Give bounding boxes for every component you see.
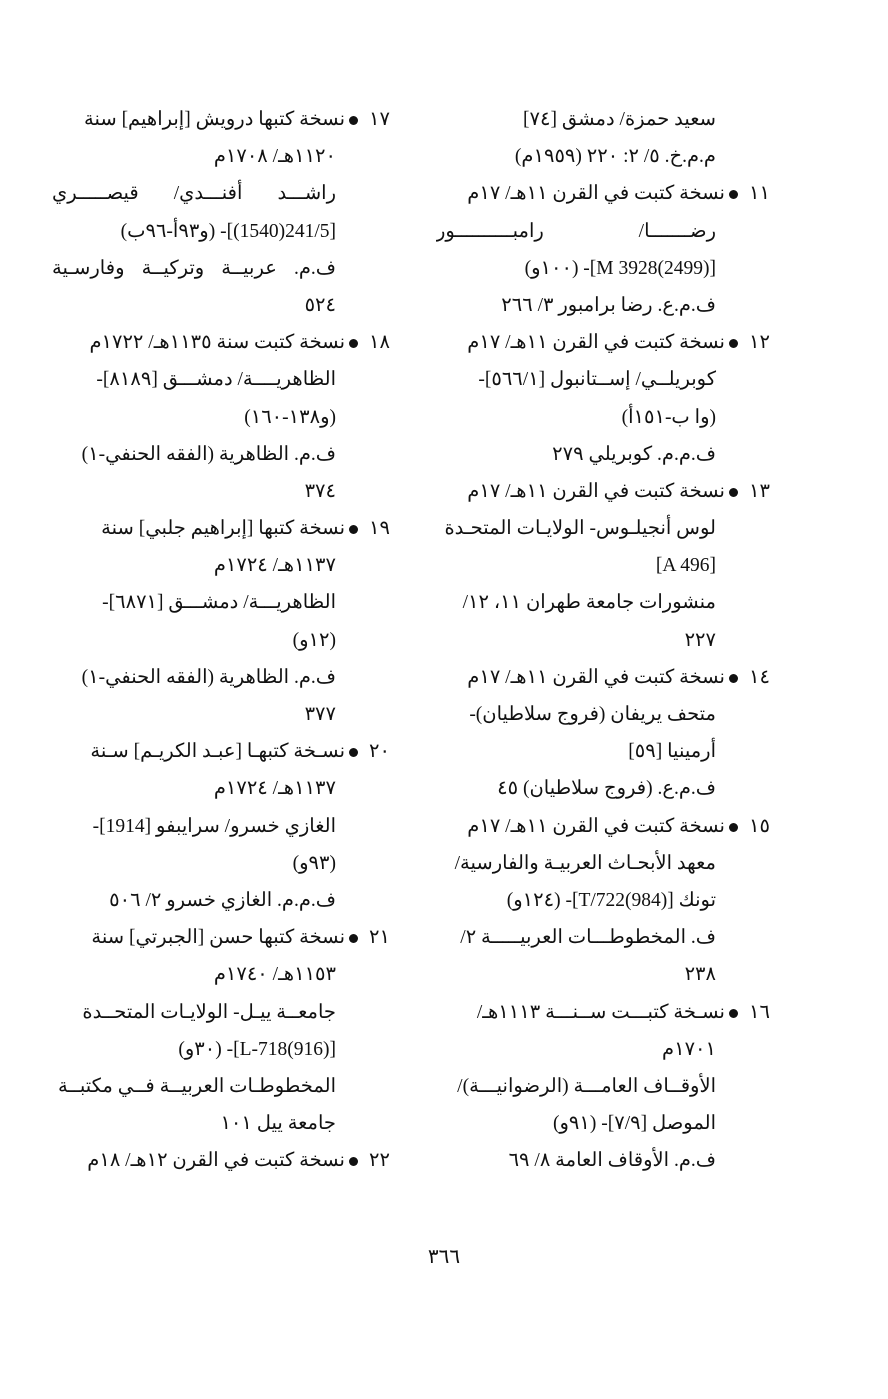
entry-detail-line: لوس أنجيلـوس- الولايـات المتحـدة [444,518,716,540]
entry-number: ١٩ [369,518,390,540]
entry-detail-line: ١١٣٧هـ/ ١٧٢٤م [213,555,336,577]
entry-detail-line: [L-718(916)]- (٣٠و) [178,1038,336,1060]
entry-heading-text: نسخة كتبت في القرن ١٢هـ/ ١٨م [87,1150,345,1172]
bullet-icon [349,1157,358,1166]
entry-detail-line: متحف يريفان (فروج سلاطيان)- [469,704,716,725]
entry-detail-line: الغازي خسرو/ سرايبفو [1914]- [92,815,336,837]
entry-detail-line: [A 496] [655,555,716,577]
entry-heading-text: نسخة كتبت في القرن ١١هـ/ ١٧م [467,480,725,502]
entry-heading-text: نسـخة كتبـــت ســنـــة ١١١٣هـ/ [476,1001,725,1023]
entry-number: ١٧ [369,109,390,130]
manuscript-entry-heading [436,324,770,361]
entry-detail-line: أرمينيا [٥٩] [628,741,716,763]
entry-detail-line: ف.م.ع. رضا برامبور ٣/ ٢٦٦ [501,294,716,316]
entry-number: ٢١ [369,927,390,949]
entry-number: ١٢ [749,332,770,354]
entry-detail-line: منشورات جامعة طهران ١١، ١٢/ [462,592,716,614]
entry-heading-text: نسخة كتبت في القرن ١١هـ/ ١٧م [467,332,725,354]
entry-number: ٢٢ [369,1150,390,1172]
entry-number: ١١ [749,183,770,205]
entry-detail-line: كوبريلــي/ إســتانبول [٥٦٦/١]- [478,369,716,391]
entry-detail-line: معهد الأبحـاث العربيـة والفارسية/ [454,852,716,874]
bullet-icon [729,488,738,497]
bullet-icon [729,823,738,832]
entry-detail-line: ف.م. الظاهرية (الفقه الحنفي-١) [81,666,336,688]
bullet-icon [349,934,358,943]
entry-detail-line: ف.م. الأوقاف العامة ٨/ ٦٩ [508,1150,716,1172]
entry-detail-line: ١٧٠١م [662,1038,716,1060]
entry-heading-text: نسخة كتبها حسن [الجبرتي] سنة [91,927,345,949]
entry-detail-line: (١٢و) [292,629,336,651]
manuscript-entry-heading [52,733,390,770]
entry-detail-line: الأوقــاف العامـــة (الرضوانيـــة)/ [457,1075,716,1097]
entry-detail-line: ف.م. الظاهرية (الفقه الحنفي-١) [81,443,336,465]
bullet-icon [729,190,738,199]
entry-detail-line: راشـــد أفنـــدي/ قيصـــــري [52,183,336,205]
entry-heading-text: نسخة كتبت في القرن ١١هـ/ ١٧م [467,815,725,837]
entry-number: ١٦ [749,1001,770,1023]
bullet-icon [349,116,358,125]
entry-detail-line: ١١٣٧هـ/ ١٧٢٤م [213,778,336,800]
manuscript-entry-heading [52,919,390,956]
entry-detail-line: ١١٢٠هـ/ ١٧٠٨م [213,146,336,168]
entry-detail-line: الظاهريــــة/ دمشـــق [٨١٨٩]- [96,369,336,391]
entry-heading-text: نسخة كتبت في القرن ١١هـ/ ١٧م [467,183,725,205]
manuscript-entry-heading [436,659,770,696]
entry-detail-line: رضـــــــا/ رامبــــــــــور [436,220,716,242]
entry-number: ١٣ [749,480,770,502]
entry-heading-text: نسخة كتبت في القرن ١١هـ/ ١٧م [467,666,725,688]
entry-detail-line: ٥٢٤ [304,294,336,316]
entry-detail-line: الظاهريـــة/ دمشـــق [٦٨٧١]- [102,592,336,614]
entry-detail-line: ١١٥٣هـ/ ١٧٤٠م [213,964,336,986]
entry-detail-line: ف.م. عربيــة وتركيــة وفارسـية [52,257,336,279]
entry-detail-line: ف.م.ع. (فروج سلاطيان) ٤٥ [497,778,716,800]
entry-detail-line: ف.م.م. كوبريلي ٢٧٩ [552,443,716,465]
manuscript-entry-heading [52,324,390,361]
bullet-icon [729,674,738,683]
manuscript-entry-heading [436,808,770,845]
entry-detail-line: [241/5(1540)]- (و٩٣أ-٩٦ب) [120,220,336,242]
entry-detail-line: ف. المخطوطـــات العربيـــــة ٢/ [460,927,716,949]
entry-detail-line: ٣٧٧ [304,704,336,725]
entry-heading-text: نسخة كتبت سنة ١١٣٥هـ/ ١٧٢٢م [89,332,345,354]
entry-detail-line: الموصل [٧/٩]- (٩١و) [552,1113,716,1135]
entry-detail-line: جامعة ييل ١٠١ [220,1113,336,1135]
entry-detail-line: المخطوطـات العربيــة فــي مكتبــة [57,1075,336,1097]
entry-detail-line: ف.م.م. الغازي خسرو ٢/ ٥٠٦ [109,889,336,911]
entry-detail-line: [M 3928(2499)]- (١٠٠و) [524,257,716,279]
page-number: ٣٦٦ [427,1246,461,1268]
bullet-icon [349,339,358,348]
entry-heading-text: نسـخة كتبهـا [عبـد الكريـم] سـنة [90,741,345,763]
entry-detail-line: ٢٣٨ [684,964,716,986]
entry-number: ١٥ [749,815,770,837]
left-column [52,101,390,1179]
bullet-icon [349,525,358,534]
entry-number: ١٨ [369,332,390,354]
entry-number: ٢٠ [369,741,390,763]
entry-detail-line: جامعــة ييـل- الولايـات المتحــدة [82,1001,336,1023]
entry-detail-line: تونك [T/722(984)]- (١٢٤و) [506,889,716,911]
right-column [436,101,770,1179]
manuscript-entry-heading [52,510,390,547]
manuscript-entry-heading [436,994,770,1031]
entry-detail-line: (٩٣و) [292,852,336,874]
manuscript-entry-heading [436,175,770,212]
entry-detail-line: (و١٣٨-١٦٠) [244,406,336,428]
entry-detail-line: ٣٧٤ [304,480,336,502]
manuscript-entry-heading [436,473,770,510]
entry-detail-line: (وا ب-١٥١أ) [621,406,716,428]
entry-detail-line: سعيد حمزة/ دمشق [٧٤] [523,109,716,130]
bullet-icon [349,748,358,757]
entry-detail-line: م.م.خ. ٥/ ٢: ٢٢٠ (١٩٥٩م) [514,146,716,168]
entry-heading-text: نسخة كتبها [إبراهيم جلبي] سنة [101,518,345,540]
manuscript-entry-heading [52,101,390,138]
bullet-icon [729,1009,738,1018]
bullet-icon [729,339,738,348]
entry-heading-text: نسخة كتبها درويش [إبراهيم] سنة [84,109,345,130]
manuscript-entry-heading [52,1142,390,1179]
entry-number: ١٤ [749,666,770,688]
entry-detail-line: ٢٢٧ [684,629,716,651]
